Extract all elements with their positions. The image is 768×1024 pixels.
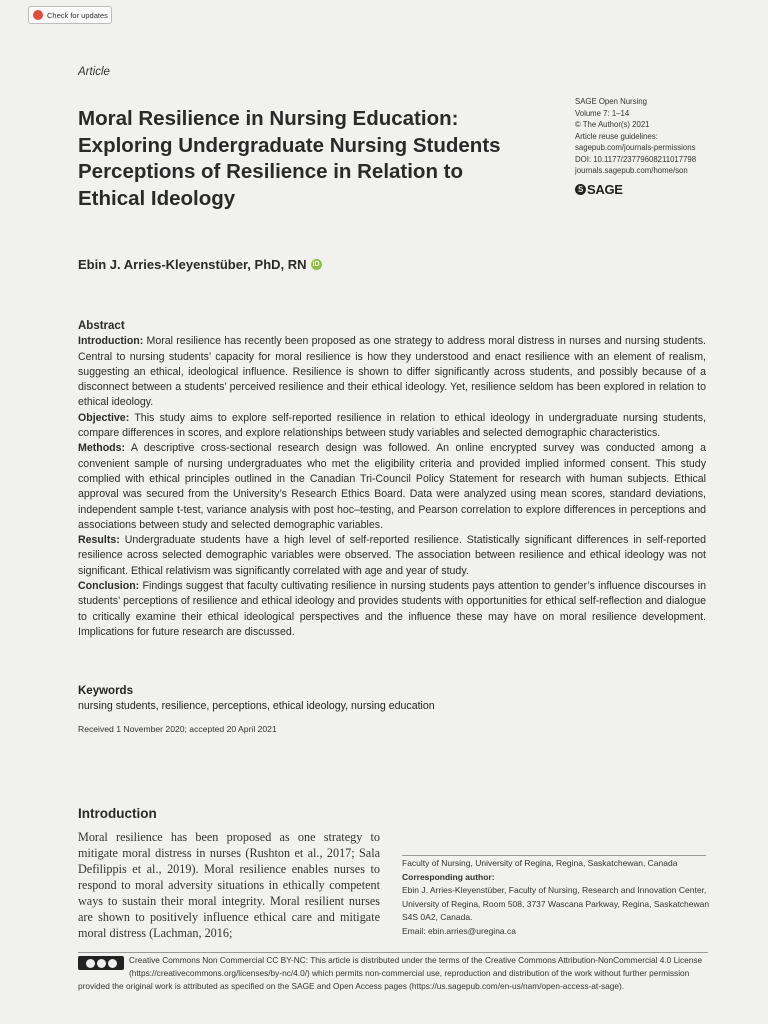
check-updates-label: Check for updates [47,10,108,20]
abstract-introduction-text: Moral resilience has recently been proposed as one strategy to address moral distress in nurses and nursing students. Central to nursing students’ capacity for moral resilience is how they understood and enact resilience with an element of realism, suggesting an ethical, ideological influence. Resilience is shown to differ significantly across students, and possibly because of a disconnect between a students’ perceived resilience and their ethical ideology. Yet, resilience seldom has been explored in relation to ethical ideology. [78,335,706,409]
journal-name: SAGE Open Nursing [575,97,647,106]
keywords-heading: Keywords [78,685,133,697]
orcid-icon[interactable]: iD [312,261,320,268]
reuse-guidelines-label: Article reuse guidelines: [575,131,658,141]
corresponding-author-heading: Corresponding author: [402,871,495,882]
abstract-objective-text: This study aims to explore self-reported resilience in relation to ethical ideology in undergraduate nursing students, compare differences in scores, and explore relationships between study variables and selected demographic characteristics. [78,411,706,440]
license-notice [78,952,706,994]
keywords [78,684,698,714]
introduction-heading: Introduction [78,806,157,821]
sage-logo [575,182,623,197]
doi[interactable]: DOI: 10.1177/23779608211017798 [575,154,697,164]
crossmark-icon [33,10,43,20]
abstract-methods [78,441,706,533]
abstract-conclusion-label: Conclusion: [78,580,140,593]
sage-logo-text: SAGE [587,182,623,197]
license-text: Creative Commons Non Commercial CC BY-NC: This article is distributed under the terms of the Creative Commons Attribution-NonCommercial 4.0 License (https://creativecommons.org/licenses/by-nc/4.0/) which permits non-commercial use, reproduction and distribution of the work without further permission provided the original work is attributed as specified on the SAGE and Open Access pages (https://us.sagepub.com/en-us/nam/open-access-at-sage). [78,955,703,992]
abstract-results-label: Results: [78,534,120,547]
footnote-divider [402,855,706,856]
reuse-guidelines-link[interactable]: sagepub.com/journals-permissions [575,143,696,152]
journal-volume: Volume 7: 1–14 [575,108,630,118]
article-type: Article [78,66,110,78]
abstract-objective-label: Objective: [78,411,130,424]
received-dates: Received 1 November 2020; accepted 20 April 2021 [78,724,277,734]
author-line [78,257,322,272]
copyright: © The Author(s) 2021 [575,120,650,129]
abstract-results [78,533,706,579]
corresponding-author-address: Ebin J. Arries-Kleyenstüber, Faculty of Nursing, Research and Innovation Center, University of Regina, Room 508, 3737 Wascana Parkway, Regina, Saskatchewan S4S 0A2, Canada. [402,885,710,923]
abstract [78,319,706,640]
cc-by-nc-icon[interactable] [78,956,124,970]
affiliation: Faculty of Nursing, University of Regina, Regina, Saskatchewan, Canada [402,858,678,868]
abstract-heading: Abstract [78,320,125,332]
journal-metadata [575,96,745,177]
introduction-body: Moral resilience has been proposed as one strategy to mitigate moral distress in nurses (Rushton et al., 2017; Sala Defilippis et al., 2019). Moral resilience enables nurses to respond to moral adversity situations in ethically competent ways to sustain their moral integrity. Moral resilient nurses are shown to positively influence ethical care and mitigate moral distress (Lachman, 2016; [78,830,380,940]
abstract-methods-label: Methods: [78,442,126,455]
corresponding-email[interactable]: Email: ebin.arries@uregina.ca [402,925,516,936]
abstract-results-text: Undergraduate students have a high level of self-reported resilience. Statistically significant differences in self-reported resilience across selected demographic variables were observed. The association between resilience and ethical ideology was not significant. Ethical relativism was significantly correlated with age and year of study. [78,534,706,577]
abstract-introduction [78,334,706,410]
abstract-objective [78,411,706,442]
article-title: Moral Resilience in Nursing Education: Exploring Undergraduate Nursing Students Perceptions of Resilience in Relation to Ethical Ideology [78,107,501,210]
abstract-conclusion-text: Findings suggest that faculty cultivating resilience in nursing students pays attention to gender’s influence discourses in students’ perceptions of resilience and ethical ideology and provides students with opportunities for ethical self-reflection and dialogue to critically examine their ethical ideological perspectives and the influence these may have on moral resilience development. Implications for future research are discussed. [78,580,706,638]
corresponding-author-label [402,871,712,885]
sage-logo-icon: S [575,184,586,195]
keywords-list: nursing students, resilience, perceptions, ethical ideology, nursing education [78,700,435,712]
check-updates-badge[interactable] [28,6,112,24]
abstract-conclusion [78,579,706,640]
author-footnote [402,857,712,939]
abstract-methods-text: A descriptive cross-sectional research design was followed. An online encrypted survey was conducted among a convenient sample of nursing undergraduates who met the eligibility criteria and provided implied informed consent. This study complied with ethical principles outlined in the Canadian Tri-Council Policy Statement for research with human subjects. Ethical approval was secured from the University’s Research Ethics Board. Data were analyzed using mean scores, standard deviations, independent sample t-test, variance analysis with post hoc–testing, and Pearson correlation to explore differences in perceptions and associations between study and selected demographic variables. [78,442,706,531]
abstract-introduction-label: Introduction: [78,335,144,348]
license-divider [78,952,708,953]
journal-home-link[interactable]: journals.sagepub.com/home/son [575,166,688,175]
author-name: Ebin J. Arries-Kleyenstüber, PhD, RN [78,257,307,272]
